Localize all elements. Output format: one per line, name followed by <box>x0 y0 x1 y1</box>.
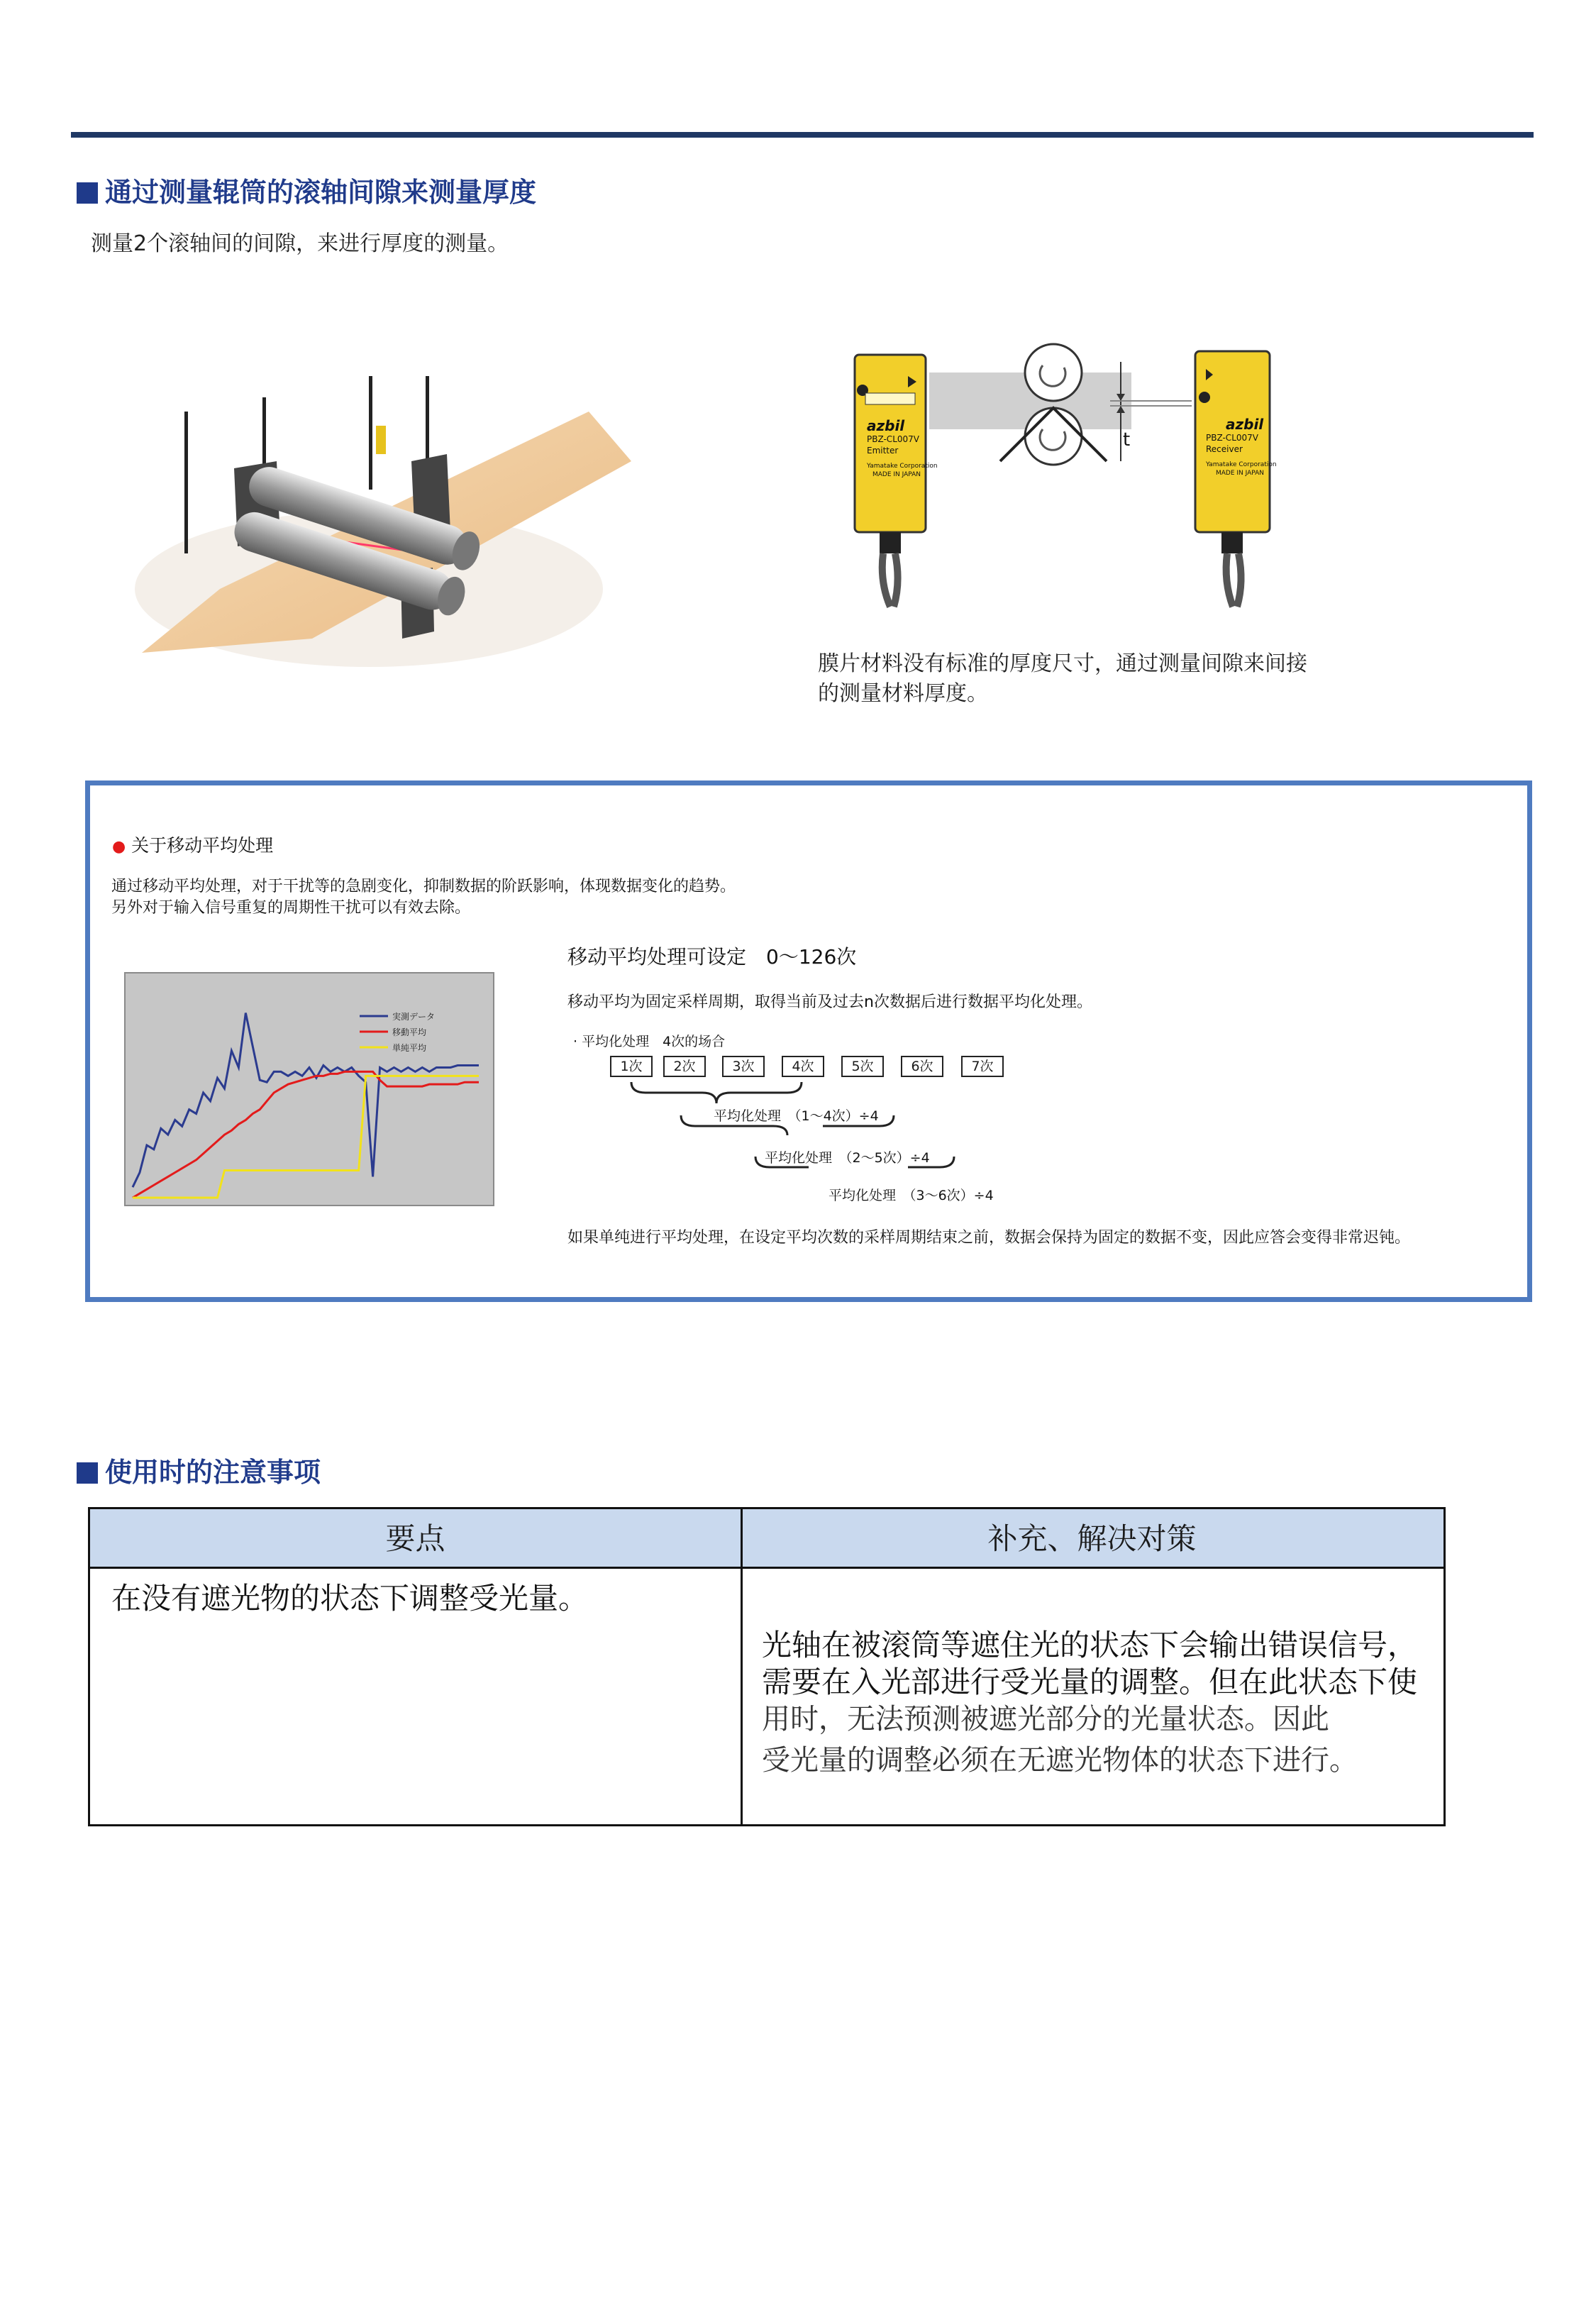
moving-average-chart <box>124 972 494 1206</box>
sensor-receiver <box>376 426 386 454</box>
moving-avg-heading-text: 关于移动平均处理 <box>131 835 274 856</box>
emitter-role: Emitter <box>867 446 899 456</box>
square-bullet-icon <box>77 1462 98 1484</box>
formula-2: 平均化处理 （2～5次）÷4 <box>765 1150 930 1166</box>
moving-avg-heading <box>112 832 273 857</box>
brace-1 <box>631 1082 802 1103</box>
row1-solution-line2: 需要在入光部进行受光量的调整。但在此状态下使 <box>762 1665 1418 1699</box>
roller-illustration <box>135 355 645 681</box>
step-4: 4次 <box>782 1056 824 1077</box>
receiver-maker: Yamatake Corporation <box>1206 461 1277 468</box>
receiver-shape <box>1192 348 1273 610</box>
emitter-model: PBZ-CL007V <box>867 434 919 444</box>
brace-diagram <box>610 1078 1007 1185</box>
col2-header: 补充、解决对策 <box>741 1509 1443 1569</box>
section1-title <box>77 170 536 209</box>
lower-roll-circle <box>1025 408 1082 465</box>
section1-subtitle: 测量2个滚轴间的间隙，来进行厚度的测量。 <box>91 231 509 256</box>
example-title: · 平均化处理 4次的场合 <box>573 1034 726 1049</box>
explain-text: 移动平均为固定采样周期，取得当前及过去n次数据后进行数据平均化处理。 <box>567 993 1092 1011</box>
receiver-role: Receiver <box>1206 444 1243 454</box>
square-bullet-icon <box>77 182 98 204</box>
step-3: 3次 <box>722 1056 765 1077</box>
step-7: 7次 <box>961 1056 1004 1077</box>
roller-gap-diagram <box>929 341 1192 482</box>
caption-line2: 的测量材料厚度。 <box>818 681 988 706</box>
row1-solution-line4: 受光量的调整必须在无遮光物体的状态下进行。 <box>762 1744 1358 1777</box>
range-text: 移动平均处理可设定 0～126次 <box>567 945 857 969</box>
formula-1: 平均化处理 （1～4次）÷4 <box>714 1108 879 1124</box>
emitter-shape <box>851 348 929 610</box>
emitter-maker: Yamatake Corporation <box>867 463 938 470</box>
receiver-model: PBZ-CL007V <box>1206 433 1258 443</box>
moving-avg-desc1: 通过移动平均处理，对于干扰等的急剧变化，抑制数据的阶跃影响，体现数据变化的趋势。 <box>111 878 736 895</box>
step-6: 6次 <box>901 1056 943 1077</box>
emitter-sensor <box>851 348 938 546</box>
chart-svg <box>126 973 493 1205</box>
receiver-sensor <box>1192 348 1277 546</box>
legend-label-1: 実測データ <box>392 1012 436 1022</box>
column-divider <box>741 1509 743 1824</box>
raw-data-line <box>133 1013 479 1188</box>
section2-title <box>77 1450 321 1489</box>
caption-line1: 膜片材料没有标准的厚度尺寸，通过测量间隙来间接 <box>818 651 1307 676</box>
step-1: 1次 <box>610 1056 653 1077</box>
legend-label-2: 移動平均 <box>392 1027 427 1037</box>
section1-title-text: 通过测量辊筒的滚轴间隙来测量厚度 <box>105 177 537 208</box>
simple-average-line <box>133 1076 479 1198</box>
section2-title-text: 使用时的注意事项 <box>105 1457 321 1488</box>
moving-avg-desc2: 另外对于输入信号重复的周期性干扰可以有效去除。 <box>111 899 471 917</box>
row1-solution-line1: 光轴在被滚筒等遮住光的状态下会输出错误信号， <box>762 1628 1418 1662</box>
red-dot-icon: ● <box>112 838 126 856</box>
formula-3: 平均化处理 （3～6次）÷4 <box>829 1188 994 1203</box>
legend-label-3: 単純平均 <box>392 1043 427 1053</box>
top-rule <box>71 132 1534 138</box>
emitter-brand: azbil <box>867 417 905 434</box>
receiver-origin: MADE IN JAPAN <box>1216 470 1265 477</box>
row1-solution-line3: 用时，无法预测被遮光部分的光量状态。因此 <box>762 1703 1329 1736</box>
step-2: 2次 <box>663 1056 706 1077</box>
emitter-origin: MADE IN JAPAN <box>872 471 921 478</box>
precautions-table <box>88 1507 1446 1826</box>
gap-label: t <box>1123 429 1131 451</box>
receiver-brand: azbil <box>1226 416 1264 433</box>
moving-average-line <box>133 1071 479 1198</box>
row1-point: 在没有遮光物的状态下调整受光量。 <box>111 1581 589 1616</box>
upper-roll-circle <box>1025 344 1082 401</box>
note-text: 如果单纯进行平均处理，在设定平均次数的采样周期结束之前，数据会保持为固定的数据不变，因此应答会变得非常迟钝。 <box>567 1229 1411 1247</box>
col1-header: 要点 <box>90 1509 741 1569</box>
step-5: 5次 <box>841 1056 884 1077</box>
